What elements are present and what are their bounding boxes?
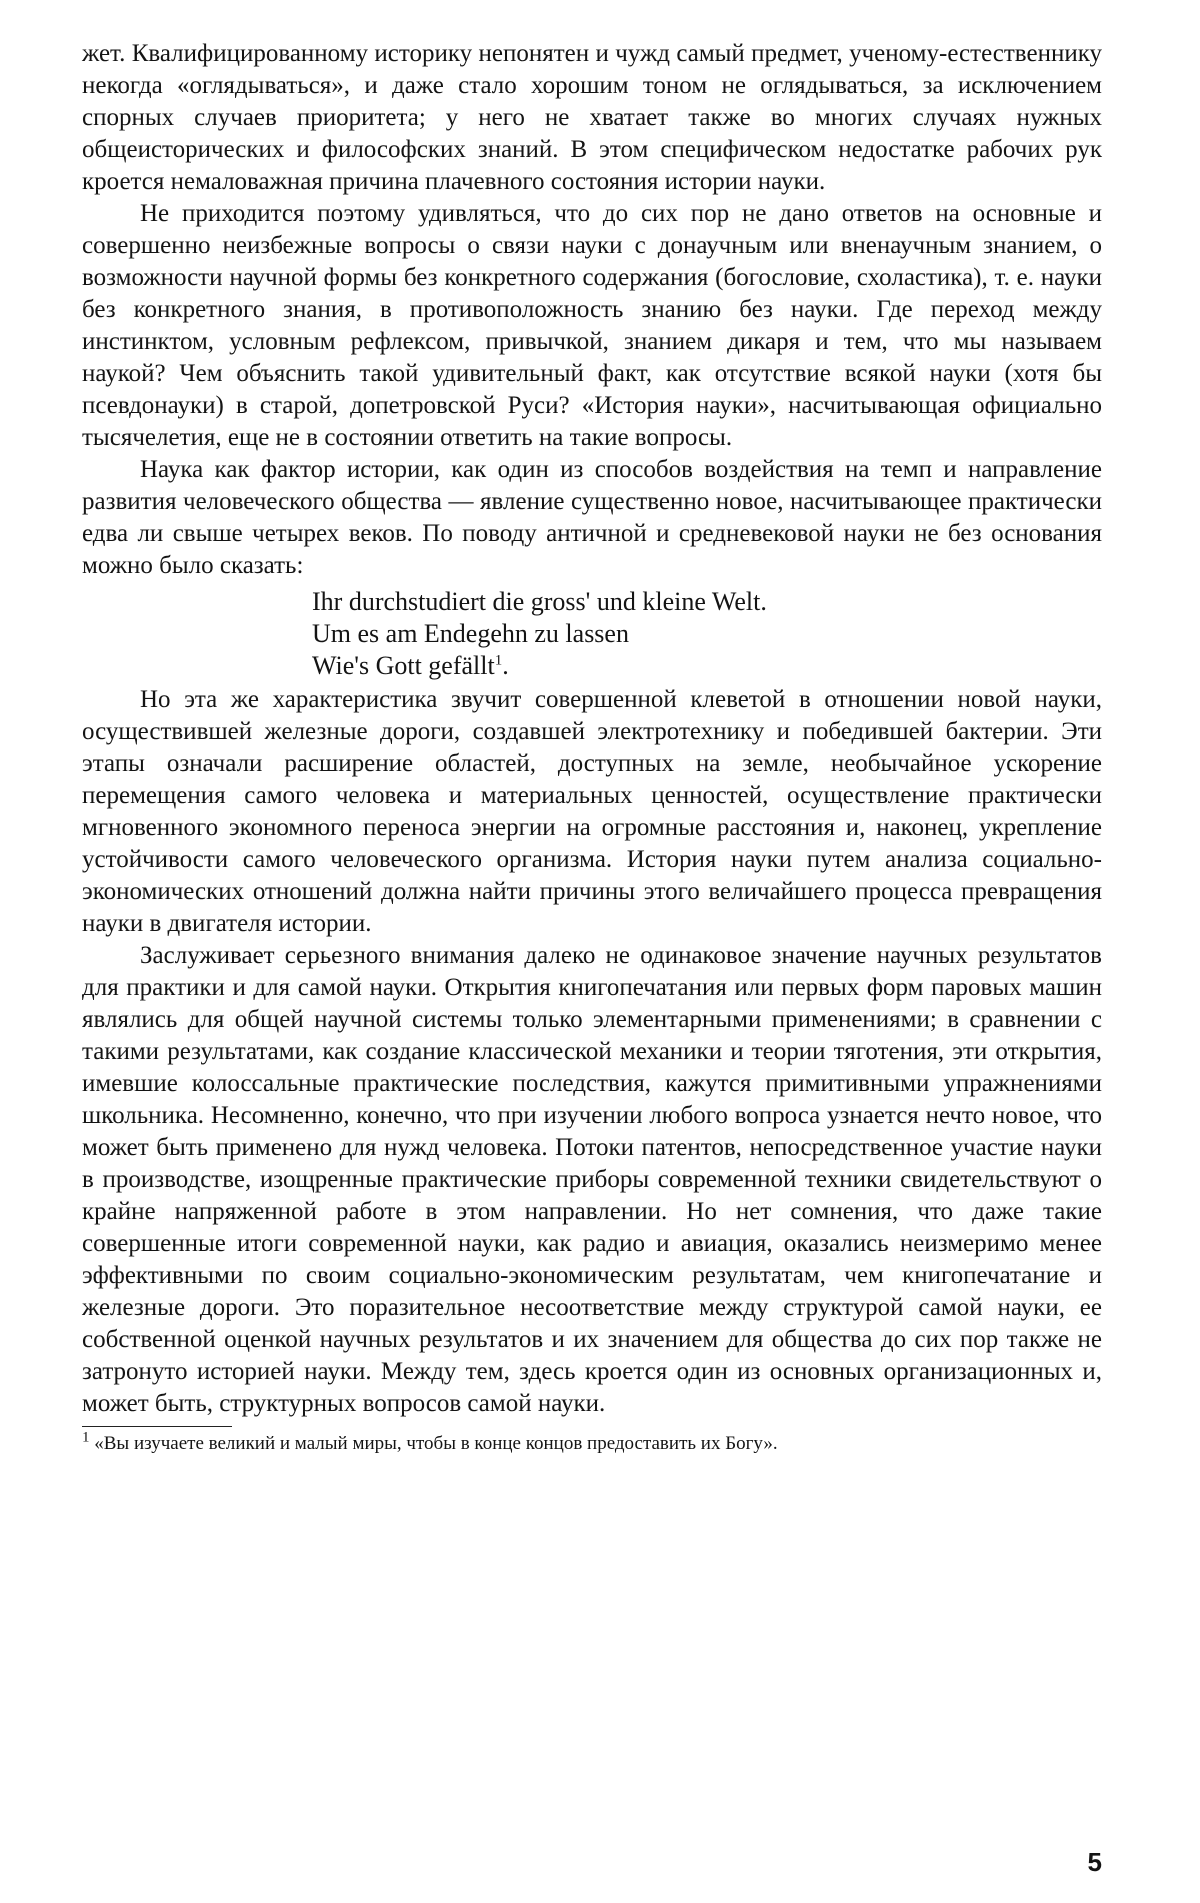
- page-number: 5: [1087, 1847, 1102, 1877]
- footnote-divider: [82, 1426, 232, 1427]
- paragraph-history-questions: Не приходится поэтому удивляться, что до сих пор не дано ответов на основные и совершенно неизбежные вопросы о связи науки с донаучным или вненаучным знанием, о возможности научной формы без конкретного содержания (богословие, схоластика), т. е. науки без конкретного знания, в противоположность знанию без науки. Где переход между инстинктом, условным рефлексом, привычкой, знанием дикаря и тем, что мы называем наукой? Чем объяснить такой удивительный факт, как отсутствие всякой науки (хотя бы псевдонауки) в старой, допетровской Руси? «История науки», насчитывающая официально тысячелетия, еще не в состоянии ответить на такие вопросы.: [82, 200, 1102, 451]
- paragraph-new-science: Но эта же характеристика звучит совершенной клеветой в отношении новой науки, осуществившей железные дороги, создавшей электротехнику и победившей бактерии. Эти этапы означали расширение областей, доступных на земле, необычайное ускорение перемещения самого человека и материальных ценностей, осуществление практически мгновенного экономного переноса энергии на огромные расстояния и, наконец, укрепление устойчивости самого человеческого организма. История науки путем анализа социально-экономических отношений должна найти причины этого величайшего процесса превращения науки в двигателя истории.: [82, 686, 1102, 937]
- paragraph-practical-significance: Заслуживает серьезного внимания далеко не одинаковое значение научных результатов для практики и для самой науки. Открытия книгопечатания или первых форм паровых машин являлись для общей научной системы только элементарными применениями; в сравнении с такими результатами, как создание классической механики и теории тяготения, эти открытия, имевшие колоссальные практические последствия, кажутся примитивными упражнениями школьника. Несомненно, конечно, что при изучении любого вопроса узнается нечто новое, что может быть применено для нужд человека. Потоки патентов, непосредственное участие науки в производстве, изощренные практические приборы современной техники свидетельствуют о крайне напряженной работе в этом направлении. Но нет сомнения, что даже такие совершенные итоги современной науки, как радио и авиация, оказались неизмеримо менее эффективными по своим социально-экономическим результатам, чем книгопечатание и железные дороги. Это поразительное несоответствие между структурой самой науки, ее собственной оценкой научных результатов и их значением для общества до сих пор также не затронуто историей науки. Между тем, здесь кроется один из основных организационных и, может быть, структурных вопросов самой науки.: [82, 942, 1102, 1417]
- book-page: [82, 38, 1102, 1878]
- verse-line: Ihr durchstudiert die gross' und kleine Welt.: [312, 587, 767, 616]
- footnote-text: «Вы изучаете великий и малый миры, чтобы в конце концов предоставить их Богу».: [94, 1433, 778, 1454]
- verse-line: Um es am Endegehn zu lassen: [312, 619, 629, 648]
- paragraph-science-as-factor: Наука как фактор истории, как один из способов воздействия на темп и направление развития человеческого общества — явление существенно новое, насчитывающее практически едва ли свыше четырех веков. По поводу античной и средневековой науки не без основания можно было сказать:: [82, 456, 1102, 579]
- verse-line-end: .: [502, 651, 509, 680]
- footnote-mark: 1: [82, 1429, 90, 1446]
- verse-quotation: [82, 586, 1102, 682]
- verse-line: [312, 650, 1102, 682]
- footnote-reference: 1: [494, 652, 503, 669]
- verse-line-text: Wie's Gott gefällt: [312, 651, 495, 680]
- paragraph-continuation: жет. Квалифицированному историку непонятен и чужд самый предмет, ученому-естественнику некогда «оглядываться», и даже стало хорошим тоном не оглядываться, за исключением спорных случаев приоритета; у него не хватает также во многих случаях нужных общеисторических и философских знаний. В этом специфическом недостатке рабочих рук кроется немаловажная причина плачевного состояния истории науки.: [82, 40, 1102, 195]
- footnote: [82, 1431, 1102, 1456]
